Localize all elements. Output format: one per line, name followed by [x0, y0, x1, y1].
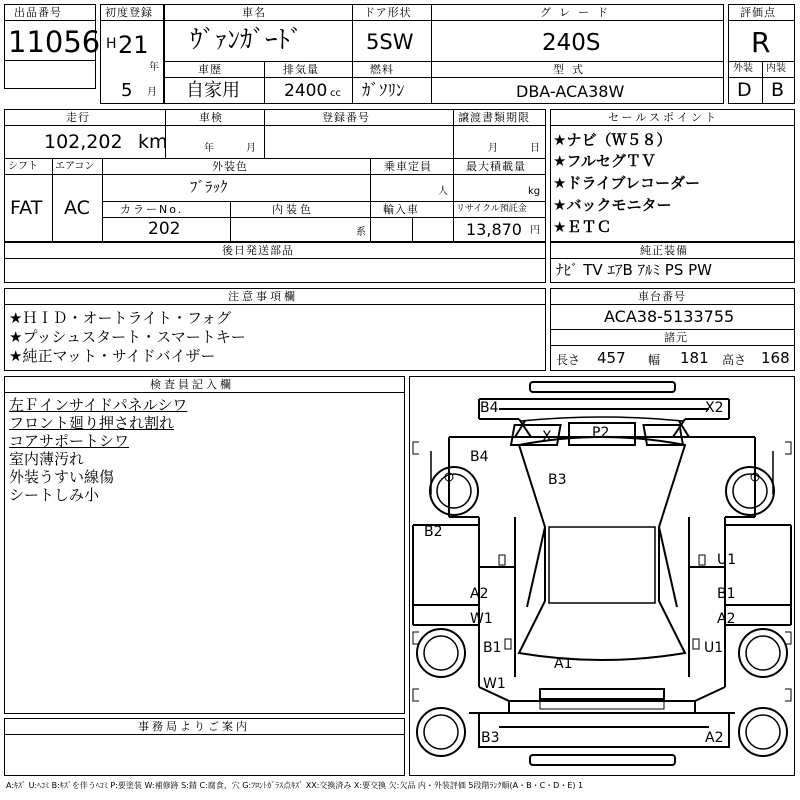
era: H — [106, 36, 117, 52]
history-label: 車歴 — [198, 63, 222, 76]
import-label: 輸入車 — [383, 203, 419, 216]
mileage: 102,202 — [44, 131, 123, 153]
damage-mark: A2 — [705, 730, 724, 746]
equipment-label: 純正装備 — [640, 244, 688, 257]
color-no-label: カラーNo. — [120, 203, 184, 216]
damage-mark: X — [542, 429, 552, 445]
height-value: 168 — [761, 349, 790, 367]
damage-mark: B3 — [548, 472, 567, 488]
transfer-label: 譲渡書類期限 — [458, 111, 530, 124]
specs-grid — [4, 109, 546, 242]
after-parts-label: 後日発送部品 — [222, 244, 294, 257]
capacity-label: 乗車定員 — [384, 160, 432, 173]
office-label: 事務局よりご案内 — [138, 720, 250, 733]
dimensions-label: 諸元 — [664, 331, 688, 344]
fuel: ｶﾞｿﾘﾝ — [362, 81, 405, 101]
model-label: 型式 — [553, 63, 591, 76]
caution-item: ★ＨＩＤ・オートライト・フォグ — [9, 309, 232, 327]
damage-mark: U1 — [717, 552, 737, 568]
ac-label: エアコン — [55, 161, 95, 172]
capacity-unit: 人 — [438, 186, 448, 197]
transfer-day-unit: 日 — [530, 143, 540, 154]
damage-mark: W1 — [483, 676, 506, 692]
caution-item: ★純正マット・サイドバイザー — [9, 347, 216, 365]
load-label: 最大積載量 — [466, 160, 526, 173]
shift-label: シフト — [8, 161, 38, 172]
exterior-color: ﾌﾞﾗｯｸ — [190, 178, 228, 196]
lot-label: 出品番号 — [14, 6, 62, 19]
interior-label: 内装 — [766, 63, 786, 74]
inspection-year-unit: 年 — [204, 143, 214, 154]
car-name: ｳﾞｧﾝｶﾞｰﾄﾞ — [190, 25, 303, 54]
score-label: 評価点 — [740, 6, 776, 19]
reg-month: 5 — [121, 80, 133, 101]
sales-point: ★フルセグＴＶ — [553, 152, 656, 170]
damage-mark: A1 — [554, 656, 573, 672]
displacement: 2400 — [284, 81, 328, 101]
sales-point: ★ナビ（Ｗ５８） — [553, 131, 672, 149]
grade-label: グレード — [540, 6, 616, 19]
width-label: 幅 — [648, 353, 661, 367]
ac: AC — [64, 197, 90, 219]
overall-score: R — [751, 26, 771, 59]
header-grid — [164, 4, 724, 104]
inspector-note: コアサポートシワ — [9, 432, 130, 450]
exterior-label: 外装 — [733, 63, 753, 74]
damage-mark: B3 — [481, 730, 500, 746]
damage-mark: X2 — [705, 400, 724, 416]
grade: 240S — [542, 30, 601, 56]
recycle-unit: 円 — [530, 225, 540, 236]
sales-points-label: セールスポイント — [608, 111, 720, 124]
color-no: 202 — [148, 219, 181, 239]
car-name-label: 車名 — [242, 6, 266, 19]
displacement-unit: cc — [330, 88, 341, 99]
damage-mark: B2 — [424, 524, 443, 540]
inspection-label: 車検 — [199, 111, 223, 124]
chassis-number: ACA38-5133755 — [604, 307, 735, 326]
sales-point: ★バックモニター — [553, 196, 672, 214]
int-color-label: 内装色 — [272, 203, 314, 216]
inspector-note: 左Ｆインサイドパネルシワ — [9, 396, 188, 414]
color-label: 外装色 — [212, 160, 248, 173]
fuel-label: 燃料 — [370, 63, 394, 76]
chassis-label: 車台番号 — [638, 290, 686, 303]
reg-year: 21 — [118, 31, 149, 59]
damage-mark: U1 — [704, 640, 724, 656]
door-label: ドア形状 — [364, 6, 412, 19]
year-unit: 年 — [149, 62, 159, 73]
displacement-label: 排気量 — [283, 63, 319, 76]
equipment-list: ﾅﾋﾞ TV ｴｱB ｱﾙﾐ PS PW — [556, 261, 712, 279]
damage-mark: B1 — [717, 586, 736, 602]
damage-mark: B1 — [483, 640, 502, 656]
width-value: 181 — [680, 349, 709, 367]
inspector-note: シートしみ小 — [9, 486, 100, 504]
height-label: 高さ — [722, 353, 747, 367]
inspector-note: 外装うすい線傷 — [9, 468, 115, 486]
length-label: 長さ — [556, 353, 581, 367]
recycle-fee: 13,870 — [466, 220, 522, 239]
interior-grade: B — [771, 79, 785, 101]
load-unit: kg — [528, 186, 541, 197]
cautions-label: 注意事項欄 — [228, 290, 298, 303]
reg-number-label: 登録番号 — [322, 111, 370, 124]
length-value: 457 — [597, 349, 626, 367]
inspection-month-unit: 月 — [246, 143, 256, 154]
legend-text: A:ｷｽﾞ U:ﾍｺﾐ B:ｷｽﾞを伴うﾍｺﾐ P:要塗装 W:補修跡 S:錆 C:腐食、穴 G:ﾌﾛﾝﾄｶﾞﾗｽ点ｷｽﾞ XX:交換済み X:要交換 欠:欠品 内・外装評価 5段階ﾗﾝｸ順(A・B・C・D・E) 1 — [6, 781, 584, 790]
damage-mark: B4 — [470, 449, 489, 465]
first-reg-label: 初度登録 — [105, 6, 153, 19]
damage-mark: B4 — [480, 400, 499, 416]
transfer-month-unit: 月 — [488, 143, 498, 154]
lot-number: 11056 — [8, 25, 101, 59]
sales-point: ★ＥＴＣ — [553, 218, 612, 236]
model-code: DBA-ACA38W — [516, 82, 625, 101]
damage-mark: A2 — [717, 611, 736, 627]
sales-point: ★ドライブレコーダー — [553, 174, 700, 192]
caution-item: ★プッシュスタート・スマートキー — [9, 328, 246, 346]
exterior-grade: D — [737, 79, 752, 101]
damage-mark: P2 — [592, 425, 610, 441]
shift: FAT — [10, 197, 43, 219]
history: 自家用 — [186, 80, 240, 101]
inspector-label: 検査員記入欄 — [150, 378, 234, 391]
door-type: 5SW — [366, 30, 414, 54]
inspector-note: フロント廻り押され割れ — [9, 414, 175, 432]
int-color-unit: 系 — [356, 227, 366, 238]
recycle-label: リサイクル預託金 — [456, 204, 527, 214]
month-unit: 月 — [147, 87, 157, 98]
mileage-unit: km — [138, 131, 168, 153]
damage-mark: W1 — [470, 611, 493, 627]
mileage-label: 走行 — [66, 111, 90, 124]
damage-mark: A2 — [470, 586, 489, 602]
inspector-note: 室内薄汚れ — [9, 450, 85, 468]
